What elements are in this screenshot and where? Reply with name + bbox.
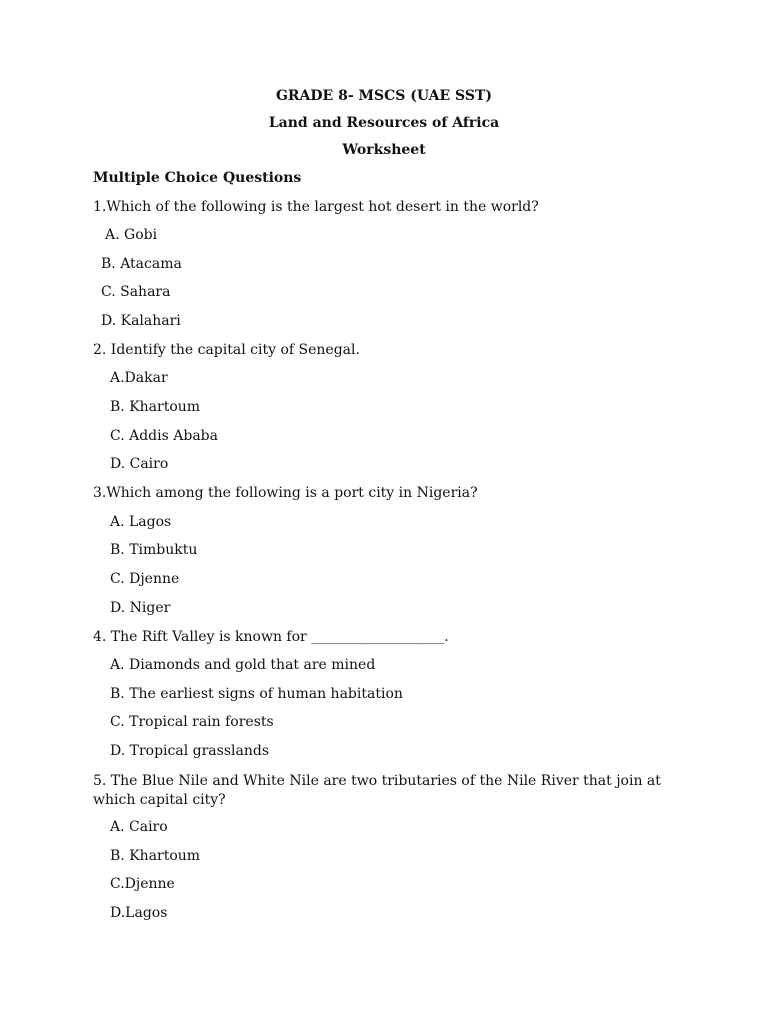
header-grade: GRADE 8- MSCS (UAE SST) — [275, 88, 493, 104]
question-5-option-d: D.Lagos — [110, 905, 168, 921]
answer-highlight: B. Khartoum — [110, 848, 201, 864]
question-5-text: 5. The Blue Nile and White Nile are two tributaries of the Nile River that join at which capital city? — [93, 773, 661, 808]
question-2-option-b: B. Khartoum — [110, 399, 201, 415]
answer-highlight: A.Dakar — [110, 370, 168, 386]
question-4-text: 4. The Rift Valley is known for ___________________. — [93, 629, 449, 645]
question-2-text: 2. Identify the capital city of Senegal. — [93, 342, 360, 358]
question-2-option-c: C. Addis Ababa — [110, 428, 218, 444]
question-4-option-c: C. Tropical rain forests — [110, 714, 274, 730]
question-1-option-c — [101, 284, 170, 300]
question-1-text: 1.Which of the following is the largest hot desert in the world? — [93, 199, 539, 215]
question-1-option-b: B. Atacama — [101, 256, 182, 272]
question-5-option-a: A. Cairo — [110, 819, 168, 835]
question-2-option-d: D. Cairo — [110, 456, 169, 472]
header-worksheet: Worksheet — [342, 142, 426, 158]
question-3-option-a — [110, 514, 171, 530]
question-2-option-a — [110, 370, 168, 386]
question-5-option-c: C.Djenne — [110, 876, 175, 892]
question-3-option-b: B. Timbuktu — [110, 542, 198, 558]
answer-highlight: B. The earliest signs of human habitation — [110, 686, 403, 702]
question-1-option-d: D. Kalahari — [101, 313, 181, 329]
question-4-option-a: A. Diamonds and gold that are mined — [110, 657, 376, 673]
answer-highlight: C. Sahara — [101, 284, 171, 300]
question-5-option-b — [110, 848, 200, 864]
answer-highlight: A. Lagos — [110, 514, 172, 530]
question-4-option-d: D. Tropical grasslands — [110, 743, 269, 759]
question-3-option-d: D. Niger — [110, 600, 171, 616]
header-title: Land and Resources of Africa — [268, 115, 500, 131]
question-3-text: 3.Which among the following is a port city in Nigeria? — [93, 485, 478, 501]
question-3-option-c: C. Djenne — [110, 571, 180, 587]
question-4-option-b — [110, 686, 403, 702]
question-1-option-a: A. Gobi — [105, 227, 158, 243]
section-title: Multiple Choice Questions — [93, 170, 302, 186]
